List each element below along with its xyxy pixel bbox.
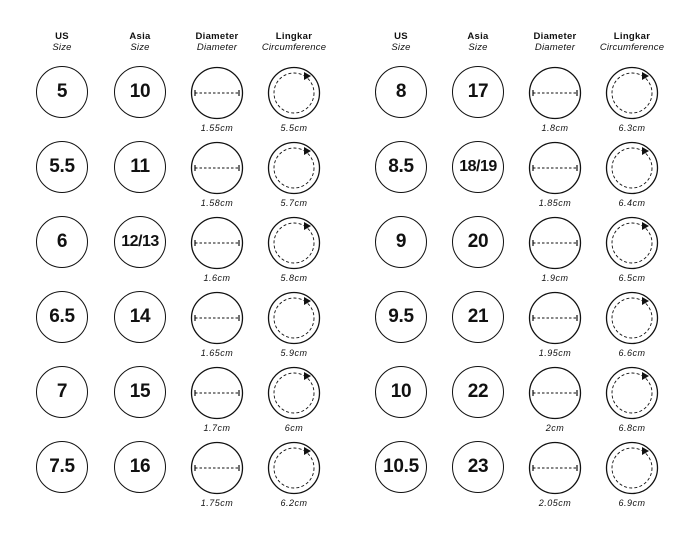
us-size-value: 6 [56, 231, 68, 252]
us-size-circle [375, 66, 427, 118]
diameter-header-subtitle: Diameter [534, 41, 576, 53]
diameter-header [515, 32, 595, 54]
asia-size-circle [452, 141, 504, 193]
diameter-value: 1.95cm [538, 348, 572, 358]
diameter-header [177, 32, 257, 54]
us-header-subtitle: Size [52, 41, 72, 53]
diameter-header-subtitle: Diameter [196, 41, 238, 53]
size-row [0, 366, 700, 441]
diameter-value: 1.58cm [200, 198, 234, 208]
diameter-value: 2.05cm [538, 498, 572, 508]
diameter-value: 1.75cm [200, 498, 234, 508]
asia-header-subtitle: Size [468, 41, 488, 53]
diameter-value: 1.85cm [538, 198, 572, 208]
us-size-value: 7.5 [49, 456, 75, 477]
us-size-circle [375, 291, 427, 343]
circumference-arrow-icon [605, 441, 659, 495]
us-header [361, 32, 441, 54]
size-row [0, 441, 700, 516]
circumference-value: 5.8cm [280, 273, 308, 283]
us-size-value: 6.5 [49, 306, 75, 327]
asia-header [438, 32, 518, 54]
diameter-line-icon [528, 141, 582, 195]
diameter-line-icon [528, 216, 582, 270]
circumference-header-title: Lingkar [275, 31, 313, 42]
asia-size-value: 22 [467, 381, 489, 402]
us-size-circle [375, 141, 427, 193]
circumference-arrow-icon [605, 366, 659, 420]
asia-size-value: 20 [467, 231, 489, 252]
diameter-value: 1.55cm [200, 123, 234, 133]
asia-size-value: 21 [467, 306, 489, 327]
circumference-value: 6.8cm [618, 423, 646, 433]
circumference-value: 6.6cm [618, 348, 646, 358]
diameter-line-icon [528, 291, 582, 345]
asia-header [100, 32, 180, 54]
diameter-value: 1.9cm [541, 273, 569, 283]
circumference-header-subtitle: Circumference [599, 41, 665, 53]
us-size-circle [375, 366, 427, 418]
diameter-value: 1.8cm [541, 123, 569, 133]
asia-size-value: 14 [129, 306, 151, 327]
us-size-value: 10 [390, 381, 412, 402]
asia-size-value: 15 [129, 381, 151, 402]
size-row [0, 291, 700, 366]
circumference-value: 5.5cm [280, 123, 308, 133]
us-size-circle [375, 216, 427, 268]
us-header-title: US [55, 31, 69, 42]
asia-size-value: 10 [129, 81, 151, 102]
diameter-value: 1.7cm [203, 423, 231, 433]
circumference-value: 6.5cm [618, 273, 646, 283]
asia-size-value: 23 [467, 456, 489, 477]
diameter-header-title: Diameter [195, 31, 239, 42]
asia-size-circle [452, 441, 504, 493]
asia-size-value: 18/19 [459, 158, 497, 175]
us-size-value: 10.5 [383, 456, 419, 477]
asia-header-title: Asia [467, 31, 489, 42]
circumference-value: 6.9cm [618, 498, 646, 508]
asia-size-circle [452, 366, 504, 418]
us-size-value: 8.5 [388, 156, 414, 177]
diameter-header-title: Diameter [533, 31, 577, 42]
diameter-line-icon [528, 66, 582, 120]
diameter-value: 2cm [545, 423, 565, 433]
us-size-value: 9.5 [388, 306, 414, 327]
circumference-value: 6.4cm [618, 198, 646, 208]
circumference-value: 5.9cm [280, 348, 308, 358]
asia-size-value: 16 [129, 456, 151, 477]
diameter-line-icon [528, 366, 582, 420]
circumference-value: 6.2cm [280, 498, 308, 508]
us-size-value: 9 [395, 231, 407, 252]
us-header-title: US [394, 31, 408, 42]
size-row [0, 141, 700, 216]
us-size-value: 8 [395, 81, 407, 102]
circumference-arrow-icon [605, 66, 659, 120]
circumference-arrow-icon [605, 216, 659, 270]
asia-header-subtitle: Size [130, 41, 150, 53]
us-header [22, 32, 102, 54]
asia-size-circle [452, 291, 504, 343]
circumference-header [592, 32, 672, 54]
us-size-value: 5.5 [49, 156, 75, 177]
asia-header-title: Asia [129, 31, 151, 42]
us-size-value: 7 [56, 381, 68, 402]
circumference-arrow-icon [605, 291, 659, 345]
diameter-line-icon [528, 441, 582, 495]
size-row [0, 216, 700, 291]
asia-size-circle [452, 216, 504, 268]
circumference-header [254, 32, 334, 54]
us-size-value: 5 [56, 81, 68, 102]
asia-size-circle [452, 66, 504, 118]
size-row [0, 66, 700, 141]
diameter-value: 1.65cm [200, 348, 234, 358]
us-header-subtitle: Size [391, 41, 411, 53]
us-size-circle [375, 441, 427, 493]
circumference-arrow-icon [605, 141, 659, 195]
circumference-header-subtitle: Circumference [261, 41, 327, 53]
circumference-value: 6cm [284, 423, 304, 433]
circumference-value: 5.7cm [280, 198, 308, 208]
asia-size-value: 17 [467, 81, 489, 102]
diameter-value: 1.6cm [203, 273, 231, 283]
circumference-header-title: Lingkar [613, 31, 651, 42]
circumference-value: 6.3cm [618, 123, 646, 133]
asia-size-value: 11 [130, 156, 150, 177]
asia-size-value: 12/13 [121, 233, 159, 250]
